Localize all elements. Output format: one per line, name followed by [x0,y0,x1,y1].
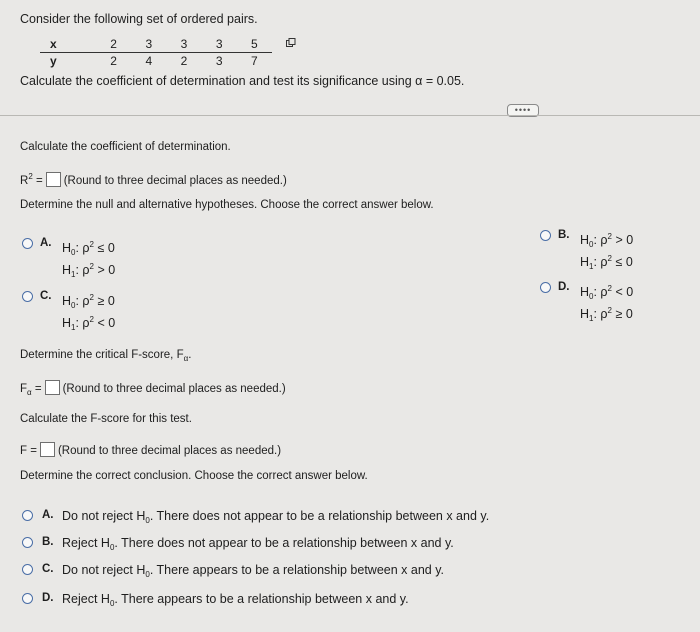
x-value: 3 [131,36,166,53]
x-value: 3 [202,36,237,53]
hypotheses-heading: Determine the null and alternative hypotheses. Choose the correct answer below. [20,199,434,211]
hypothesis-option-d-radio[interactable] [540,282,551,293]
fscore-heading: Calculate the F-score for this test. [20,413,192,425]
conclusion-option-a-radio[interactable] [22,510,33,521]
hypothesis-option-d-h1: $H_1$: $\rho^2 \ge 0$ [580,306,633,323]
y-value: 4 [145,54,153,68]
hypothesis-option-a-radio[interactable] [22,238,33,249]
r2-hint: (Round to three decimal places as needed.) [63,175,287,187]
x-value: 3 [166,36,201,53]
ordered-pairs-table [40,36,272,69]
hypothesis-option-c-radio[interactable] [22,291,33,302]
conclusion-option-a-letter: A. [42,509,54,521]
fscore-answer-row [20,442,281,457]
fscore-hint: (Round to three decimal places as needed.) [57,445,282,457]
conclusion-option-b-text: Reject $H_0$. There does not appear to be a relationship between x and y. [62,536,454,552]
hypothesis-option-c-h1: $H_1$: $\rho^2 < 0$ [62,315,116,332]
conclusion-option-c-radio[interactable] [22,564,33,575]
conclusion-option-a-text: Do not reject $H_0$. There does not appear to be a relationship between x and y. [62,509,490,525]
conclusion-option-b-radio[interactable] [22,537,33,548]
hypothesis-option-a-h0: $H_0$: $\rho^2 \le 0$ [62,240,115,257]
hypothesis-option-d-letter: D. [558,281,570,293]
hypothesis-option-d-h0: $H_0$: $\rho^2 < 0$ [580,284,634,301]
conclusion-option-d-text: Reject $H_0$. There appears to be a relationship between x and y. [62,592,409,608]
critical-f-label: F [20,383,28,395]
critical-f-answer-input[interactable] [45,380,60,395]
critical-f-label-sub: α [27,388,32,397]
critical-f-heading: Determine the critical F-score, $F_\alpha$. [20,349,192,363]
y-value: 7 [251,54,258,68]
x-label: x [40,36,96,53]
x-value: 5 [237,36,272,53]
hypothesis-option-c-h0: $H_0$: $\rho^2 \ge 0$ [62,293,115,310]
hypothesis-option-a-letter: A. [40,237,52,249]
r2-heading: Calculate the coefficient of determination. [20,141,231,153]
table-row [40,36,272,53]
more-button[interactable]: •••• [507,104,539,117]
hypothesis-option-a-h1: $H_1$: $\rho^2 > 0$ [62,262,116,279]
critical-f-answer-row [20,380,286,397]
hypothesis-option-b-h1: $H_1$: $\rho^2 \le 0$ [580,254,633,271]
hypothesis-option-c-letter: C. [40,290,52,302]
r2-label: R [20,175,29,187]
conclusion-heading: Determine the correct conclusion. Choose the correct answer below. [20,470,368,482]
conclusion-option-d-letter: D. [42,592,54,604]
r2-answer-row [20,172,287,187]
hypothesis-option-b-letter: B. [558,229,570,241]
question-instruction: Calculate the coefficient of determination and test its significance using α = 0.05. [20,74,465,88]
conclusion-option-c-letter: C. [42,563,54,575]
r2-answer-input[interactable] [46,172,61,187]
divider [0,115,700,116]
hypothesis-option-b-h0: $H_0$: $\rho^2 > 0$ [580,232,634,249]
y-value: 2 [110,54,117,68]
fscore-answer-input[interactable] [40,442,55,457]
y-value: 3 [215,54,223,68]
y-label: y [50,54,57,68]
fscore-label: F = [20,445,37,457]
conclusion-option-c-text: Do not reject $H_0$. There appears to be a relationship between x and y. [62,563,444,579]
r2-label-sup: 2 [28,172,33,181]
hypothesis-option-b-radio[interactable] [540,230,551,241]
x-value: 2 [96,36,131,53]
question-intro: Consider the following set of ordered pairs. [20,12,258,26]
conclusion-option-b-letter: B. [42,536,54,548]
copy-data-icon[interactable] [286,38,296,48]
conclusion-option-d-radio[interactable] [22,593,33,604]
y-value: 2 [180,54,188,68]
table-row [40,53,272,70]
r2-equals: = [32,175,43,187]
critical-f-hint: (Round to three decimal places as needed.) [62,383,286,395]
critical-f-equals: = [31,383,42,395]
